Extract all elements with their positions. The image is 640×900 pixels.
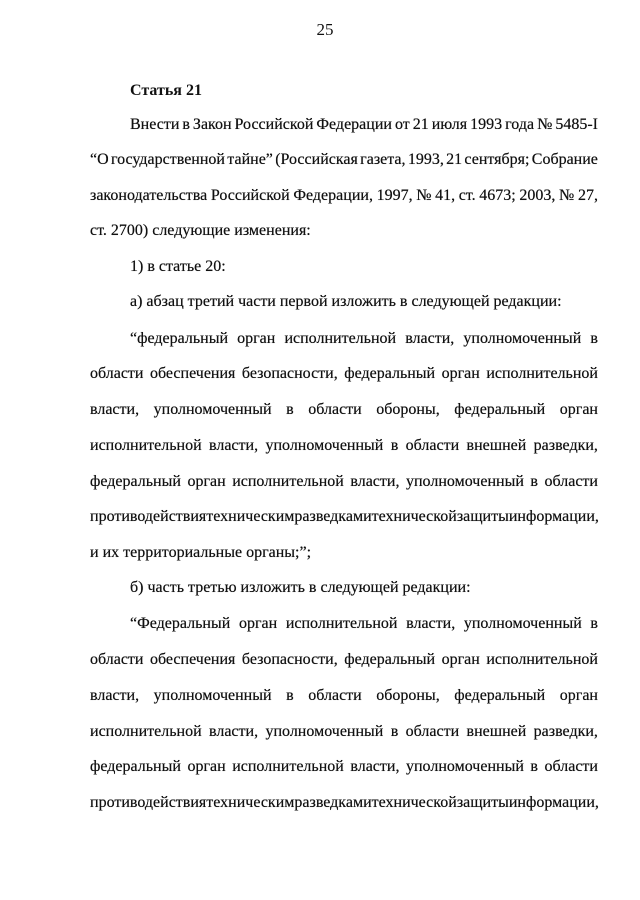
text-line xyxy=(90,651,598,669)
word: орган xyxy=(187,473,226,490)
word: июля xyxy=(431,116,468,133)
word: безопасности, xyxy=(241,365,338,382)
word: 1993, xyxy=(407,151,444,168)
word: (Российская xyxy=(275,151,358,168)
article-title: Статья 21 xyxy=(130,82,202,99)
word: и xyxy=(363,794,372,811)
word: разведкам xyxy=(294,794,364,811)
text-line xyxy=(90,365,598,383)
word: № xyxy=(559,187,575,204)
word: власти, xyxy=(90,401,140,418)
word: области xyxy=(405,723,460,740)
word: уполномоченный xyxy=(405,473,524,490)
word: 27, xyxy=(577,187,598,204)
word: в xyxy=(390,437,399,454)
word: защиты xyxy=(456,794,509,811)
text-line xyxy=(90,794,598,812)
text-line xyxy=(90,401,598,419)
word: области xyxy=(90,651,144,668)
word: власти, xyxy=(350,473,400,490)
text-line: и их территориальные органы;”; xyxy=(90,544,312,561)
word: и xyxy=(363,508,372,525)
word: № xyxy=(537,116,553,133)
word: власти, xyxy=(405,330,455,347)
word: исполнительной xyxy=(232,758,344,775)
word: Российской xyxy=(210,187,290,204)
word: “федеральный xyxy=(130,330,228,347)
word: орган xyxy=(237,330,276,347)
text-line xyxy=(90,723,598,741)
word: техническим xyxy=(206,794,295,811)
text-line xyxy=(90,473,598,491)
word: в xyxy=(590,615,598,632)
word: области xyxy=(544,758,598,775)
word: власти, xyxy=(406,615,456,632)
word: разведки, xyxy=(533,723,598,740)
word: обеспечения xyxy=(149,365,236,382)
word: орган xyxy=(559,401,598,418)
word: уполномоченный xyxy=(265,437,384,454)
text-line xyxy=(90,151,598,169)
text-line xyxy=(90,508,598,526)
word: федеральный xyxy=(90,473,181,490)
word: области xyxy=(544,473,598,490)
word: области xyxy=(90,365,144,382)
word: сентября; xyxy=(464,151,530,168)
word: технической xyxy=(371,794,457,811)
word: 5485-I xyxy=(555,116,598,133)
word: области xyxy=(308,401,362,418)
word: противодействия xyxy=(90,794,207,811)
text-line xyxy=(130,330,598,348)
word: в xyxy=(182,116,190,133)
word: орган xyxy=(559,687,598,704)
list-item-label: 1) в статье 20: xyxy=(130,258,226,275)
word: 21 xyxy=(412,116,429,133)
word: обеспечения xyxy=(149,651,236,668)
word: техническим xyxy=(206,508,295,525)
word: внешней xyxy=(466,723,527,740)
word: газета, xyxy=(360,151,406,168)
word: Федерации xyxy=(316,116,392,133)
page-number: 25 xyxy=(316,20,334,39)
word: федеральный xyxy=(454,687,546,704)
word: орган xyxy=(441,651,480,668)
word: федеральный xyxy=(344,365,436,382)
text-line xyxy=(90,687,598,705)
word: в xyxy=(590,330,598,347)
word: власти, xyxy=(209,723,259,740)
word: технической xyxy=(371,508,457,525)
word: исполнительной xyxy=(285,615,398,632)
text-line xyxy=(130,116,598,134)
word: 2003, xyxy=(519,187,556,204)
word: орган xyxy=(187,758,226,775)
word: власти, xyxy=(350,758,400,775)
word: федеральный xyxy=(344,651,436,668)
word: “Федеральный xyxy=(130,615,231,632)
word: власти, xyxy=(209,437,259,454)
word: “О xyxy=(90,151,109,168)
word: области xyxy=(405,437,460,454)
word: уполномоченный xyxy=(463,330,582,347)
word: № xyxy=(416,187,432,204)
word: уполномоченный xyxy=(265,723,384,740)
word: года xyxy=(505,116,535,133)
word: власти, xyxy=(90,687,140,704)
word: информации, xyxy=(508,508,599,525)
word: в xyxy=(390,723,399,740)
text-line xyxy=(90,437,598,455)
word: уполномоченный xyxy=(153,687,272,704)
text-line xyxy=(90,758,598,776)
word: обороны, xyxy=(376,687,440,704)
word: 4673; xyxy=(479,187,516,204)
word: федеральный xyxy=(90,758,181,775)
word: орган xyxy=(238,615,278,632)
word: Федерации, xyxy=(293,187,373,204)
word: в xyxy=(530,473,538,490)
word: тайне” xyxy=(227,151,273,168)
word: Собрание xyxy=(531,151,598,168)
list-item-label: б) часть третью изложить в следующей редакции: xyxy=(130,579,471,596)
word: области xyxy=(308,687,362,704)
word: уполномоченный xyxy=(153,401,272,418)
word: 41, xyxy=(435,187,456,204)
text-line: ст. 2700) следующие изменения: xyxy=(90,222,311,239)
word: разведки, xyxy=(533,437,598,454)
word: в xyxy=(286,687,294,704)
word: безопасности, xyxy=(241,651,338,668)
word: 1997, xyxy=(376,187,413,204)
word: ст. xyxy=(458,187,476,204)
text-line xyxy=(90,187,598,205)
word: федеральный xyxy=(454,401,546,418)
word: внешней xyxy=(466,437,527,454)
word: 21 xyxy=(446,151,463,168)
word: государственной xyxy=(110,151,225,168)
word: в xyxy=(286,401,294,418)
word: исполнительной xyxy=(232,473,344,490)
word: от xyxy=(394,116,410,133)
word: орган xyxy=(441,365,480,382)
word: обороны, xyxy=(376,401,440,418)
word: информации, xyxy=(508,794,599,811)
word: исполнительной xyxy=(486,651,598,668)
word: исполнительной xyxy=(90,437,202,454)
list-item-label: а) абзац третий части первой изложить в следующей редакции: xyxy=(130,293,562,310)
word: в xyxy=(530,758,538,775)
word: исполнительной xyxy=(90,723,202,740)
word: законодательства xyxy=(90,187,208,204)
word: защиты xyxy=(456,508,509,525)
word: Российской xyxy=(234,116,314,133)
word: исполнительной xyxy=(284,330,397,347)
text-line xyxy=(130,615,598,633)
word: противодействия xyxy=(90,508,207,525)
word: разведкам xyxy=(294,508,364,525)
word: исполнительной xyxy=(486,365,598,382)
word: уполномоченный xyxy=(405,758,524,775)
word: 1993 xyxy=(470,116,503,133)
word: уполномоченный xyxy=(463,615,582,632)
word: Закон xyxy=(192,116,232,133)
word: Внести xyxy=(130,116,180,133)
